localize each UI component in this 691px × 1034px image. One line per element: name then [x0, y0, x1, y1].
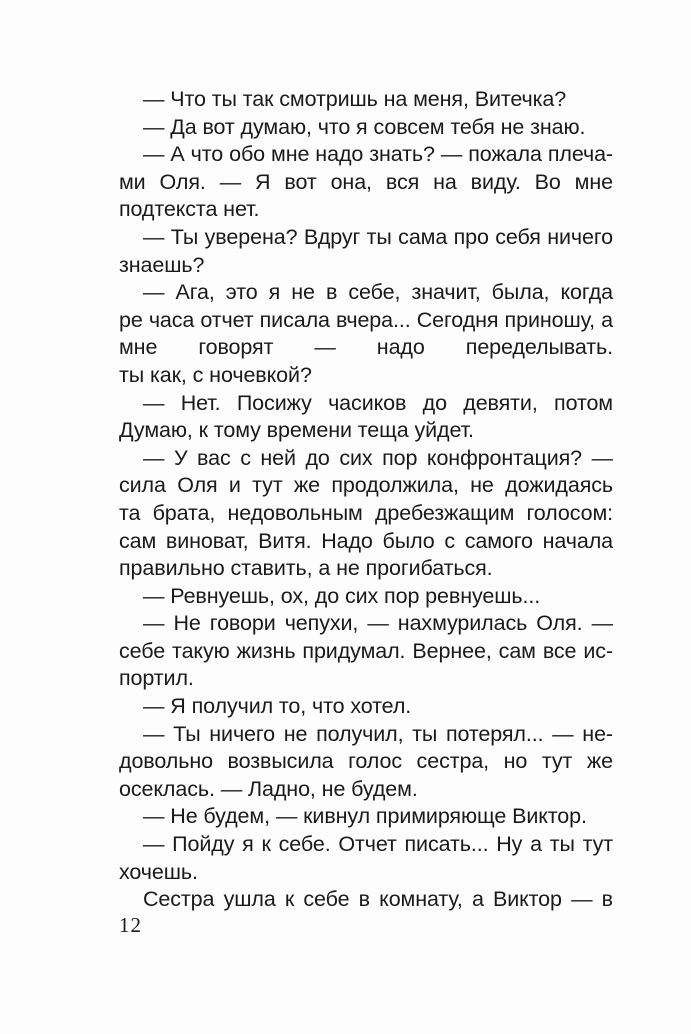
text-line: хочешь. [119, 859, 198, 884]
text-line: подтекста нет. [119, 197, 260, 222]
text-line: — Нет. Посижу часиков до девяти, потом [143, 390, 613, 415]
text-line: — Ты уверена? Вдруг ты сама про себя ничего [143, 224, 613, 249]
page-number: 12 [119, 913, 142, 937]
text-line: мне говорят — надо переделывать. [119, 335, 613, 360]
text-line: — Ты ничего не получил, ты потерял... — не- [143, 721, 613, 746]
text-line: осеклась. — Ладно, не будем. [119, 776, 418, 801]
text-line: сам виноват, Витя. Надо было с самого начала [119, 528, 613, 553]
body-text [119, 86, 613, 914]
text-line: — Не будем, — кивнул примиряюще Виктор. [143, 804, 587, 829]
text-line: — А что обо мне надо знать? — пожала плеча- [143, 142, 613, 167]
text-line: ми Оля. — Я вот она, вся на виду. Во мне [119, 169, 613, 194]
text-line: — Ревнуешь, ох, до сих пор ревнуешь... [143, 583, 541, 608]
text-line: портил. [119, 666, 194, 691]
text-line: — Я получил то, что хотел. [143, 694, 412, 719]
text-line: себе такую жизнь придумал. Вернее, сам все ис- [119, 638, 613, 663]
text-line: сила Оля и тут же продолжила, не дожидаясь [119, 473, 613, 498]
text-line: знаешь? [119, 252, 205, 277]
text-line: — Не говори чепухи, — нахмурилась Оля. — [143, 611, 613, 636]
text-line: — Что ты так смотришь на меня, Витечка? [143, 87, 567, 111]
text-line: Сестра ушла к себе в комнату, а Виктор — в [143, 887, 613, 912]
text-line: — У вас с ней до сих пор конфронтация? — [143, 445, 613, 470]
text-line: ты как, с ночевкой? [119, 362, 312, 387]
text-line: — Да вот думаю, что я совсем тебя не знаю. [143, 114, 586, 139]
text-line: довольно возвысила голос сестра, но тут же [119, 749, 613, 774]
text-line: Думаю, к тому времени теща уйдет. [119, 418, 474, 443]
text-line: ре часа отчет писала вчера... Сегодня приношу, а [119, 307, 613, 332]
text-line: правильно ставить, а не прогибаться. [119, 556, 493, 581]
text-line: та брата, недовольным дребезжащим голосом: [119, 500, 613, 525]
text-line: — Пойду я к себе. Отчет писать... Ну а ты тут [143, 832, 613, 857]
text-line: — Ага, это я не в себе, значит, была, когда [143, 280, 613, 305]
